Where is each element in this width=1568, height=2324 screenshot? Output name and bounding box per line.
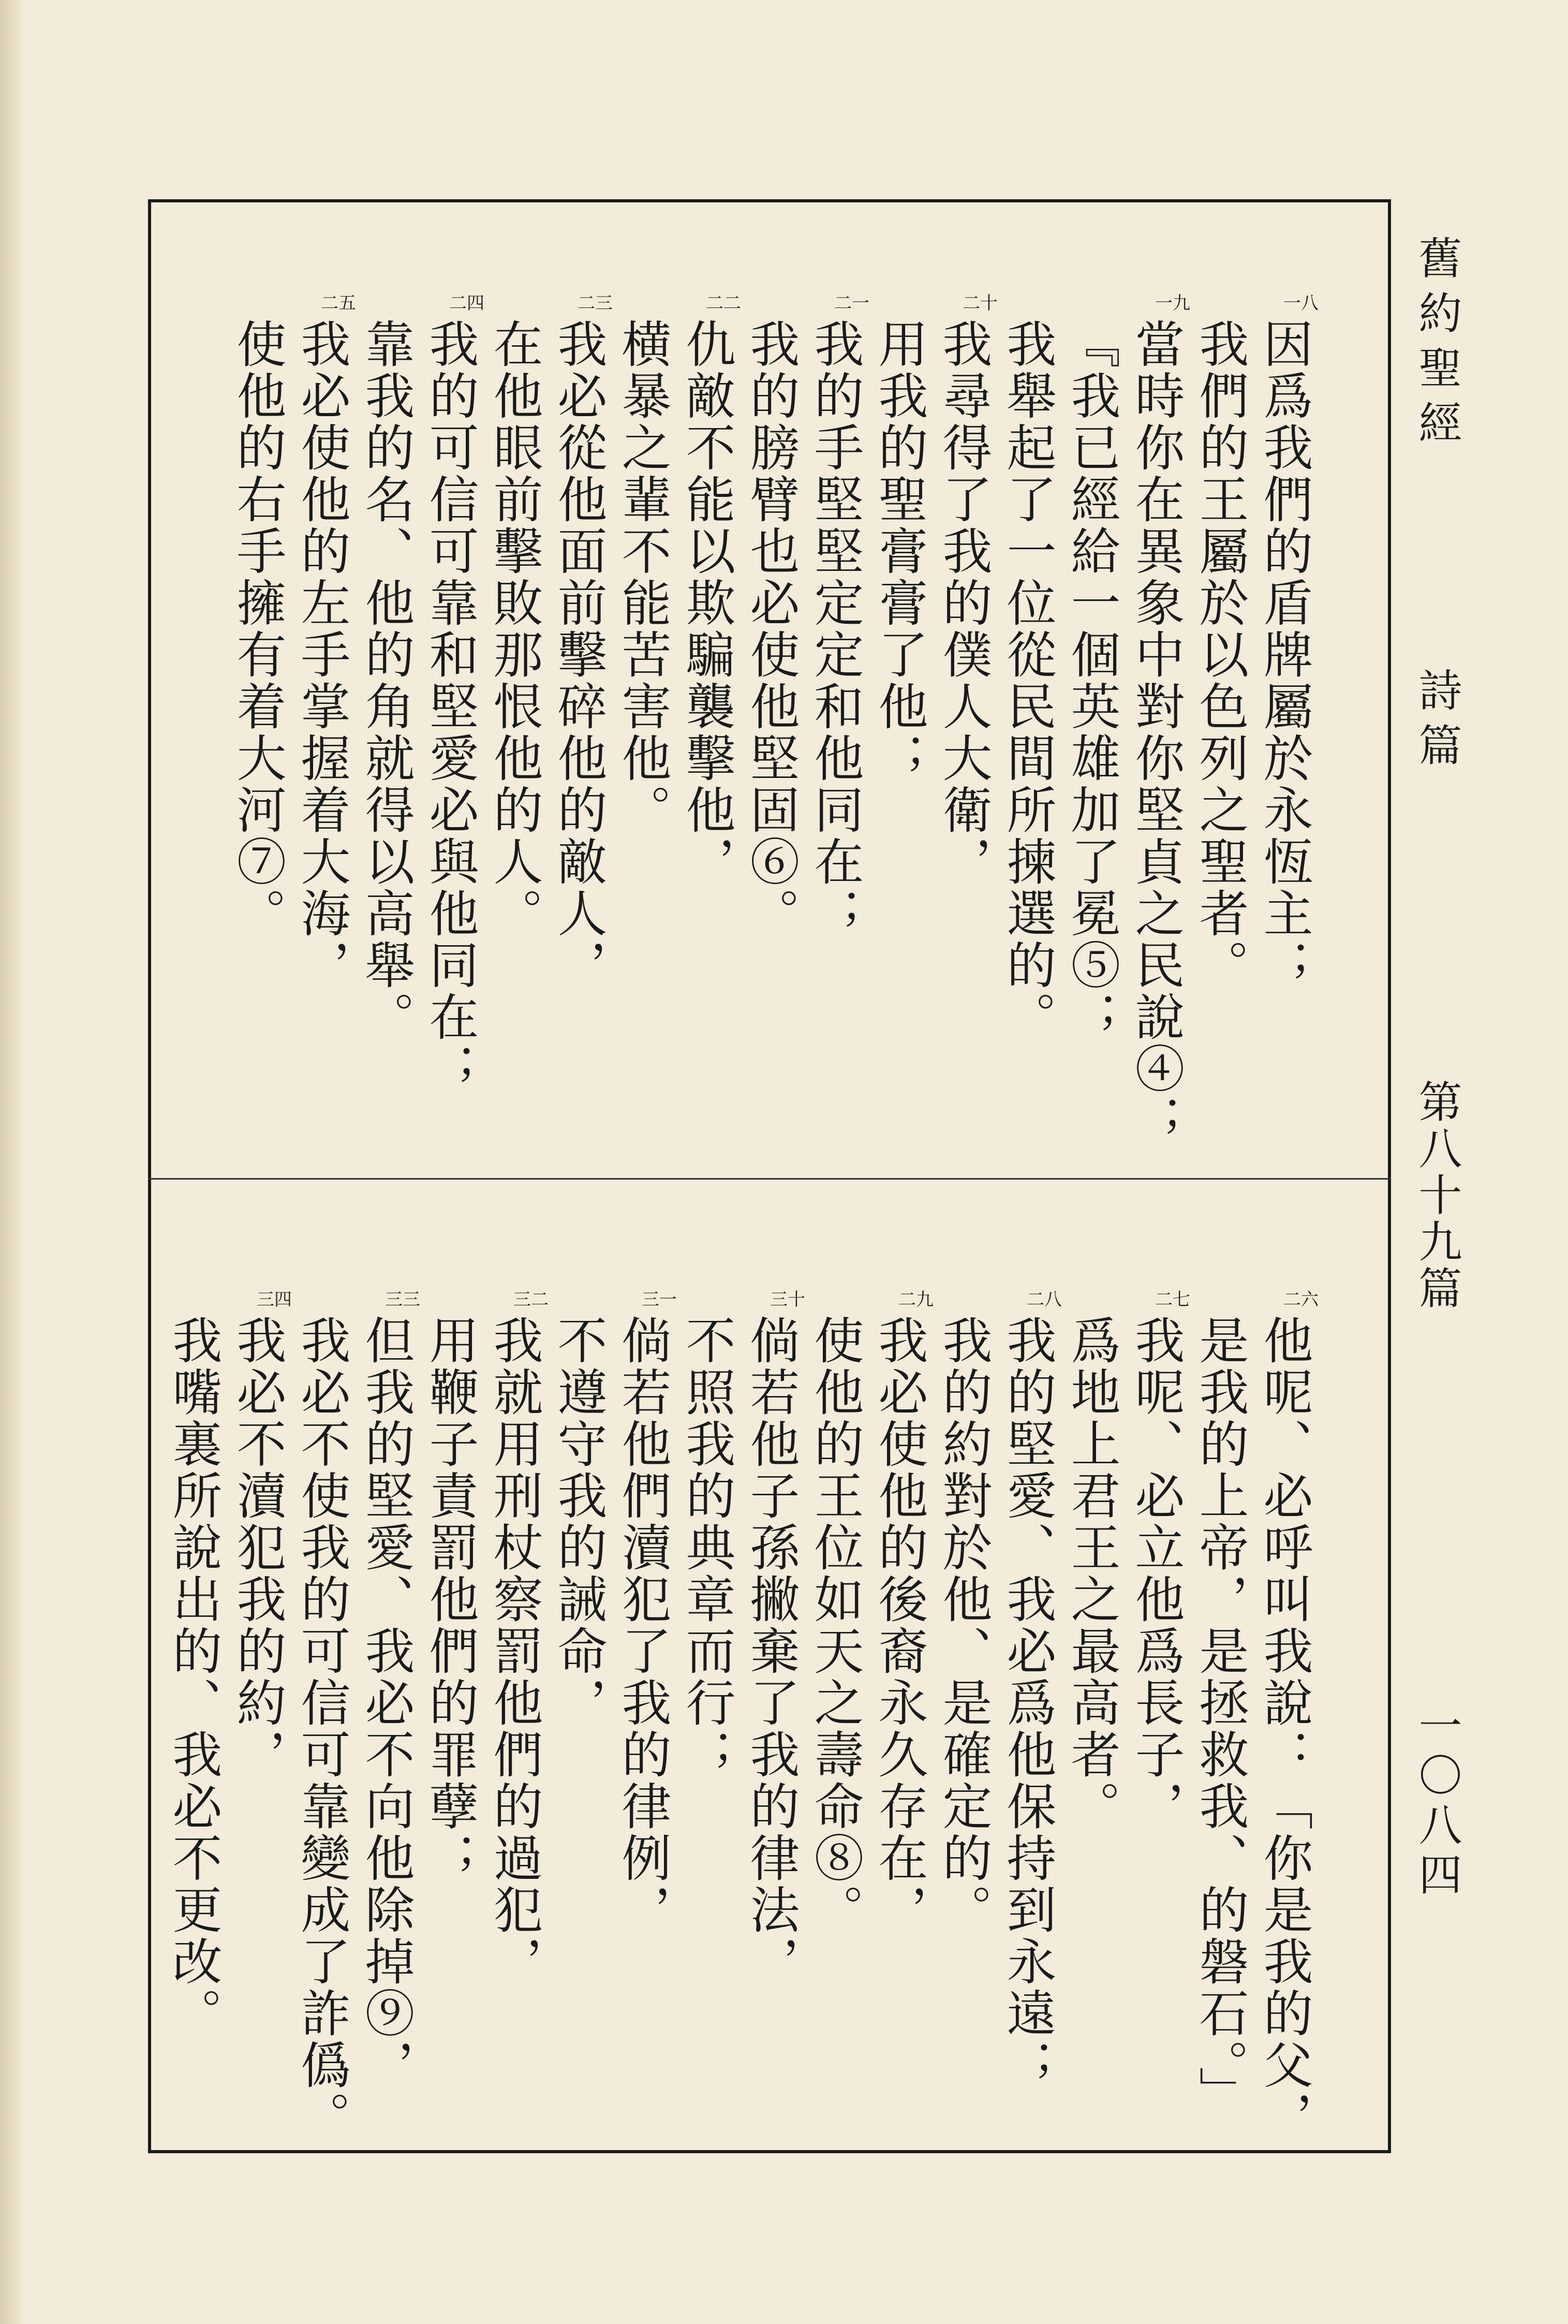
verse-line: 不遵守我的誡命， xyxy=(550,1315,608,1729)
verse-line: 我舉起了一位從民間所揀選的。 xyxy=(999,318,1057,1043)
verse-line: 我尋得了我的僕人大衛， xyxy=(935,318,993,888)
verse-number: 三一 xyxy=(642,1289,677,1310)
verse-number: 二四 xyxy=(449,293,484,314)
verse-number: 二二 xyxy=(706,293,741,314)
verse-line: 仇敵不能以欺騙襲擊他， xyxy=(678,318,736,888)
page-edge xyxy=(0,0,21,2324)
verse-line: 我呢、必立他爲長子， xyxy=(1127,1315,1185,1832)
verse-line: 靠我的名、他的角就得以高舉。 xyxy=(357,318,415,1043)
verse-number: 三三 xyxy=(385,1289,420,1310)
verse-line: 我的手堅堅定定和他同在； xyxy=(806,318,864,939)
verse-line: 因爲我們的盾牌屬於永恆主； xyxy=(1255,318,1313,991)
verse-line: 我就用刑杖察罰他們的過犯， xyxy=(485,1315,543,1988)
verse-line: 是我的上帝，是拯救我、的磐石。」 xyxy=(1191,1315,1249,2118)
verse-line: 我的膀臂也必使他堅固⑥。 xyxy=(742,318,800,939)
verse-line: 我必使他的左手掌握着大海， xyxy=(293,318,351,991)
verse-line: 我的堅愛、我必爲他保持到永遠； xyxy=(999,1315,1057,2091)
verse-line: 我的約對於他、是確定的。 xyxy=(935,1315,993,1936)
verse-line: 使他的右手擁有着大河⑦。 xyxy=(229,318,287,939)
verse-number: 二五 xyxy=(321,293,356,314)
verse-line: 倘若他子孫撇棄了我的律法， xyxy=(742,1315,800,1988)
verse-number: 三四 xyxy=(257,1289,292,1310)
verse-line: 我必使他的後裔永久存在， xyxy=(870,1315,928,1936)
verse-number: 二七 xyxy=(1155,1289,1190,1310)
verse-line: 『我已經給一個英雄加了冕⑤； xyxy=(1063,318,1121,1043)
verse-line: 在他眼前擊敗那恨他的人。 xyxy=(485,318,543,939)
verse-line: 當時你在異象中對你堅貞之民說④； xyxy=(1127,318,1185,1146)
verse-line: 我的可信可靠和堅愛必與他同在； xyxy=(421,318,479,1095)
verse-line: 倘若他們瀆犯了我的律例， xyxy=(614,1315,672,1936)
verse-number: 二八 xyxy=(1027,1289,1062,1310)
verse-line: 用鞭子責罰他們的罪孽； xyxy=(421,1315,479,1884)
section-divider xyxy=(148,1178,1391,1180)
verse-line: 我必不瀆犯我的約， xyxy=(229,1315,287,1781)
book-title: 舊約聖經 xyxy=(1412,236,1462,455)
verse-number: 三二 xyxy=(513,1289,549,1310)
verse-number: 二三 xyxy=(578,293,613,314)
verse-line: 用我的聖膏膏了他； xyxy=(870,318,928,784)
verse-line: 但我的堅愛、我必不向他除掉⑨， xyxy=(357,1315,415,2091)
verse-line: 我必不使我的可信可靠變成了詐僞。 xyxy=(293,1315,351,2143)
verse-number: 一九 xyxy=(1155,293,1190,314)
verse-line: 爲地上君王之最高者。 xyxy=(1063,1315,1121,1832)
verse-line: 我必從他面前擊碎他的敵人， xyxy=(550,318,608,991)
verse-number: 二一 xyxy=(834,293,869,314)
verse-number: 二十 xyxy=(963,293,998,314)
verse-number: 三十 xyxy=(770,1289,805,1310)
verse-line: 横暴之輩不能苦害他。 xyxy=(614,318,672,836)
verse-line: 使他的王位如天之壽命⑧。 xyxy=(806,1315,864,1936)
verse-line: 他呢、必呼叫我說：「你是我的父， xyxy=(1255,1315,1313,2143)
verse-line: 我嘴裏所說出的、我必不更改。 xyxy=(165,1315,223,2039)
page-number: 一〇八四 xyxy=(1412,1703,1462,1902)
chapter-title: 第八十九篇 xyxy=(1412,1079,1462,1312)
verse-line: 我們的王屬於以色列之聖者。 xyxy=(1191,318,1249,991)
verse-line: 不照我的典章而行； xyxy=(678,1315,736,1781)
verse-number: 二九 xyxy=(898,1289,934,1310)
section-title: 詩篇 xyxy=(1412,668,1462,777)
verse-number: 二六 xyxy=(1283,1289,1319,1310)
verse-number: 一八 xyxy=(1283,293,1319,314)
